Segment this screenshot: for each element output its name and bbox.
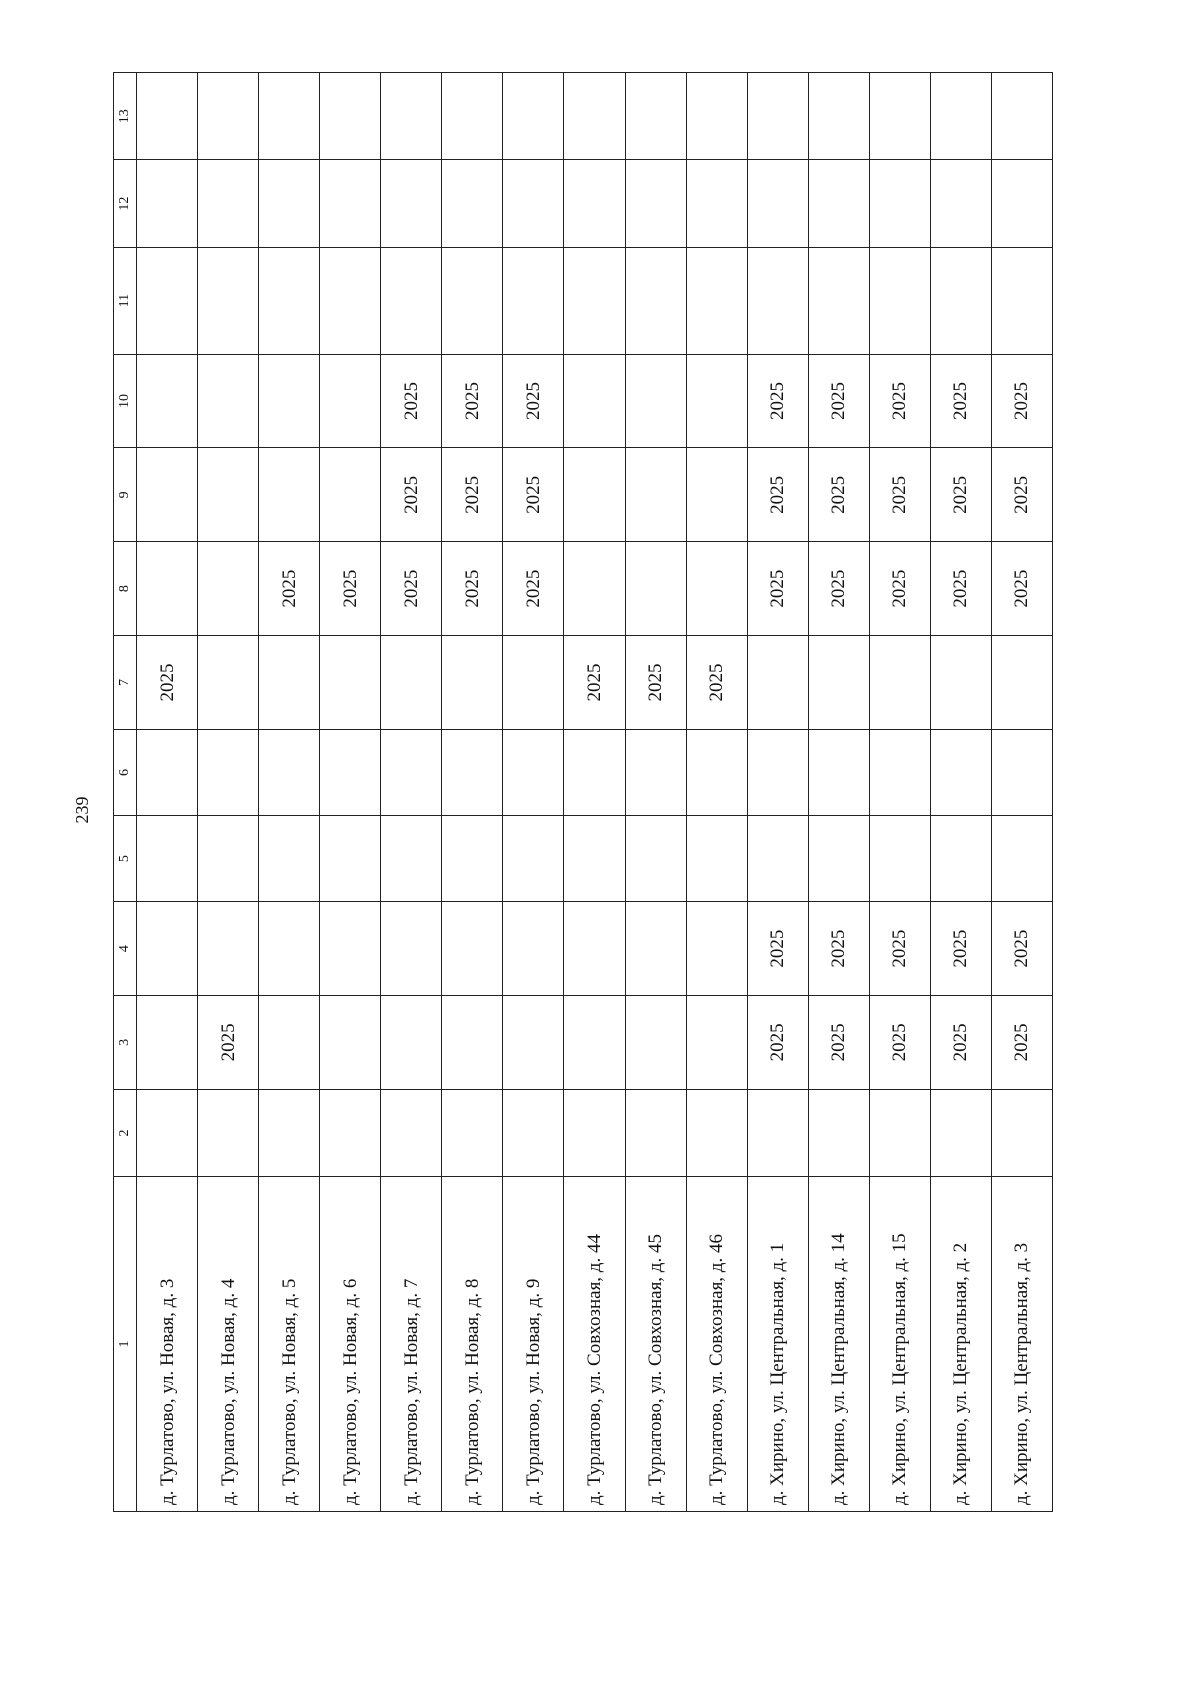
- column-header: 5: [114, 816, 137, 902]
- year-cell: [808, 73, 869, 160]
- year-cell: [198, 73, 259, 160]
- year-cell: [442, 816, 503, 902]
- year-cell: 2025: [381, 542, 442, 636]
- address-cell: д. Хирино, ул. Центральная, д. 2: [930, 1177, 991, 1512]
- year-cell: [198, 636, 259, 730]
- column-header: 10: [114, 354, 137, 448]
- year-cell: [747, 729, 808, 815]
- year-cell: [686, 354, 747, 448]
- year-cell: [625, 354, 686, 448]
- year-cell: [991, 816, 1052, 902]
- address-cell: д. Турлатово, ул. Совхозная, д. 46: [686, 1177, 747, 1512]
- year-cell: [442, 247, 503, 354]
- year-cell: [442, 73, 503, 160]
- year-cell: 2025: [259, 542, 320, 636]
- year-cell: [381, 160, 442, 247]
- column-header: 9: [114, 448, 137, 542]
- year-cell: [808, 160, 869, 247]
- year-cell: [503, 636, 564, 730]
- year-cell: 2025: [991, 542, 1052, 636]
- year-cell: [503, 160, 564, 247]
- address-cell: д. Турлатово, ул. Новая, д. 6: [320, 1177, 381, 1512]
- year-cell: [320, 448, 381, 542]
- year-cell: [198, 542, 259, 636]
- table-row: [320, 73, 381, 1512]
- year-cell: [930, 73, 991, 160]
- year-cell: 2025: [930, 354, 991, 448]
- year-cell: [198, 1089, 259, 1176]
- year-cell: [259, 729, 320, 815]
- year-cell: [137, 996, 198, 1090]
- table-row: [564, 73, 625, 1512]
- table-row: [442, 73, 503, 1512]
- year-cell: 2025: [503, 542, 564, 636]
- year-cell: 2025: [747, 542, 808, 636]
- year-cell: [747, 1089, 808, 1176]
- year-cell: [564, 1089, 625, 1176]
- year-cell: 2025: [869, 354, 930, 448]
- year-cell: 2025: [381, 354, 442, 448]
- year-cell: [625, 448, 686, 542]
- year-cell: [564, 247, 625, 354]
- year-cell: [808, 636, 869, 730]
- year-cell: [625, 160, 686, 247]
- address-cell: д. Турлатово, ул. Новая, д. 9: [503, 1177, 564, 1512]
- year-cell: 2025: [991, 354, 1052, 448]
- year-cell: 2025: [991, 996, 1052, 1090]
- table-row: [625, 73, 686, 1512]
- year-cell: [259, 247, 320, 354]
- column-header: 12: [114, 160, 137, 247]
- year-cell: [198, 160, 259, 247]
- year-cell: 2025: [808, 542, 869, 636]
- table-row: [747, 73, 808, 1512]
- year-cell: 2025: [503, 448, 564, 542]
- year-cell: [625, 247, 686, 354]
- year-cell: [320, 160, 381, 247]
- year-cell: 2025: [747, 448, 808, 542]
- table-row: [991, 73, 1052, 1512]
- year-cell: [198, 902, 259, 996]
- year-cell: [259, 448, 320, 542]
- year-cell: 2025: [869, 902, 930, 996]
- year-cell: [320, 729, 381, 815]
- year-cell: [503, 73, 564, 160]
- year-cell: [747, 636, 808, 730]
- year-cell: [137, 816, 198, 902]
- year-cell: [808, 1089, 869, 1176]
- year-cell: [564, 996, 625, 1090]
- year-cell: [991, 247, 1052, 354]
- year-cell: [259, 636, 320, 730]
- year-cell: [747, 73, 808, 160]
- year-cell: [930, 816, 991, 902]
- year-cell: [137, 448, 198, 542]
- year-cell: 2025: [869, 448, 930, 542]
- year-cell: [198, 729, 259, 815]
- column-header: 8: [114, 542, 137, 636]
- address-cell: д. Турлатово, ул. Совхозная, д. 44: [564, 1177, 625, 1512]
- year-cell: [564, 73, 625, 160]
- year-cell: [564, 354, 625, 448]
- year-cell: [381, 996, 442, 1090]
- table-row: [259, 73, 320, 1512]
- column-header: 4: [114, 902, 137, 996]
- year-cell: [747, 816, 808, 902]
- address-cell: д. Хирино, ул. Центральная, д. 1: [747, 1177, 808, 1512]
- year-cell: 2025: [930, 542, 991, 636]
- year-cell: [137, 354, 198, 448]
- address-cell: д. Хирино, ул. Центральная, д. 15: [869, 1177, 930, 1512]
- year-cell: [625, 542, 686, 636]
- year-cell: 2025: [442, 354, 503, 448]
- column-header: 1: [114, 1177, 137, 1512]
- year-cell: [930, 160, 991, 247]
- year-cell: [381, 636, 442, 730]
- year-cell: [564, 902, 625, 996]
- year-cell: [686, 1089, 747, 1176]
- year-cell: 2025: [747, 996, 808, 1090]
- year-cell: [808, 729, 869, 815]
- year-cell: [503, 816, 564, 902]
- year-cell: [564, 448, 625, 542]
- year-cell: [564, 729, 625, 815]
- year-cell: [137, 1089, 198, 1176]
- year-cell: [686, 816, 747, 902]
- year-cell: 2025: [930, 902, 991, 996]
- table-row: [503, 73, 564, 1512]
- year-cell: [137, 542, 198, 636]
- year-cell: [198, 247, 259, 354]
- year-cell: 2025: [381, 448, 442, 542]
- table-row: [930, 73, 991, 1512]
- year-cell: [259, 1089, 320, 1176]
- year-cell: 2025: [869, 542, 930, 636]
- year-cell: [259, 73, 320, 160]
- year-cell: 2025: [625, 636, 686, 730]
- year-cell: [259, 160, 320, 247]
- year-cell: 2025: [442, 542, 503, 636]
- year-cell: 2025: [137, 636, 198, 730]
- year-cell: [259, 354, 320, 448]
- year-cell: [320, 1089, 381, 1176]
- column-header: 13: [114, 73, 137, 160]
- year-cell: [137, 247, 198, 354]
- year-cell: 2025: [930, 996, 991, 1090]
- year-cell: [686, 247, 747, 354]
- year-cell: [198, 816, 259, 902]
- column-header: 7: [114, 636, 137, 730]
- address-cell: д. Турлатово, ул. Новая, д. 5: [259, 1177, 320, 1512]
- table-row: [686, 73, 747, 1512]
- column-header: 6: [114, 729, 137, 815]
- year-cell: 2025: [808, 354, 869, 448]
- year-cell: 2025: [991, 902, 1052, 996]
- year-cell: [991, 1089, 1052, 1176]
- table-row: [869, 73, 930, 1512]
- year-cell: [930, 247, 991, 354]
- year-cell: [381, 816, 442, 902]
- address-cell: д. Турлатово, ул. Новая, д. 8: [442, 1177, 503, 1512]
- year-cell: [625, 902, 686, 996]
- table-body: [137, 73, 1053, 1512]
- address-cell: д. Турлатово, ул. Новая, д. 4: [198, 1177, 259, 1512]
- year-cell: [137, 729, 198, 815]
- year-cell: 2025: [320, 542, 381, 636]
- year-cell: [625, 729, 686, 815]
- year-cell: 2025: [747, 902, 808, 996]
- year-cell: [686, 542, 747, 636]
- address-cell: д. Турлатово, ул. Новая, д. 3: [137, 1177, 198, 1512]
- year-cell: [320, 816, 381, 902]
- year-cell: [686, 902, 747, 996]
- year-cell: [137, 73, 198, 160]
- year-cell: [686, 729, 747, 815]
- year-cell: [991, 73, 1052, 160]
- year-cell: [259, 996, 320, 1090]
- year-cell: [320, 247, 381, 354]
- year-cell: [686, 448, 747, 542]
- year-cell: [320, 996, 381, 1090]
- year-cell: 2025: [991, 448, 1052, 542]
- address-cell: д. Турлатово, ул. Новая, д. 7: [381, 1177, 442, 1512]
- year-cell: [442, 1089, 503, 1176]
- year-cell: 2025: [686, 636, 747, 730]
- year-cell: [686, 73, 747, 160]
- year-cell: [381, 902, 442, 996]
- year-cell: [991, 160, 1052, 247]
- year-cell: [869, 636, 930, 730]
- year-cell: [625, 996, 686, 1090]
- year-cell: [564, 160, 625, 247]
- address-cell: д. Турлатово, ул. Совхозная, д. 45: [625, 1177, 686, 1512]
- year-cell: [259, 902, 320, 996]
- year-cell: 2025: [564, 636, 625, 730]
- year-cell: 2025: [442, 448, 503, 542]
- table-row: [198, 73, 259, 1512]
- year-cell: 2025: [808, 902, 869, 996]
- year-cell: [442, 160, 503, 247]
- year-cell: [503, 247, 564, 354]
- year-cell: [930, 636, 991, 730]
- year-cell: [991, 729, 1052, 815]
- year-cell: [381, 73, 442, 160]
- year-cell: [808, 247, 869, 354]
- year-cell: [320, 354, 381, 448]
- year-cell: [137, 160, 198, 247]
- schedule-table: [113, 72, 1053, 1512]
- year-cell: [869, 729, 930, 815]
- rotated-table-container: [113, 72, 1053, 1512]
- year-cell: [503, 729, 564, 815]
- year-cell: [808, 816, 869, 902]
- year-cell: [320, 902, 381, 996]
- year-cell: [564, 542, 625, 636]
- column-header: 2: [114, 1089, 137, 1176]
- year-cell: [686, 996, 747, 1090]
- year-cell: 2025: [747, 354, 808, 448]
- year-cell: 2025: [198, 996, 259, 1090]
- year-cell: 2025: [930, 448, 991, 542]
- year-cell: 2025: [808, 448, 869, 542]
- year-cell: [320, 73, 381, 160]
- table-row: [381, 73, 442, 1512]
- year-cell: [869, 73, 930, 160]
- year-cell: [991, 636, 1052, 730]
- column-number-row: [114, 73, 137, 1512]
- year-cell: [564, 816, 625, 902]
- year-cell: [686, 160, 747, 247]
- year-cell: [442, 636, 503, 730]
- year-cell: [198, 448, 259, 542]
- year-cell: [869, 160, 930, 247]
- column-header: 3: [114, 996, 137, 1090]
- year-cell: [930, 729, 991, 815]
- year-cell: [503, 902, 564, 996]
- table-row: [808, 73, 869, 1512]
- year-cell: [930, 1089, 991, 1176]
- year-cell: [869, 1089, 930, 1176]
- address-cell: д. Хирино, ул. Центральная, д. 3: [991, 1177, 1052, 1512]
- table-row: [137, 73, 198, 1512]
- year-cell: [869, 247, 930, 354]
- year-cell: 2025: [503, 354, 564, 448]
- year-cell: 2025: [808, 996, 869, 1090]
- year-cell: [320, 636, 381, 730]
- year-cell: [869, 816, 930, 902]
- year-cell: [442, 902, 503, 996]
- year-cell: [137, 902, 198, 996]
- year-cell: [625, 73, 686, 160]
- year-cell: [503, 996, 564, 1090]
- address-cell: д. Хирино, ул. Центральная, д. 14: [808, 1177, 869, 1512]
- year-cell: [381, 247, 442, 354]
- year-cell: [625, 816, 686, 902]
- year-cell: [381, 729, 442, 815]
- year-cell: [259, 816, 320, 902]
- year-cell: [625, 1089, 686, 1176]
- page-number: 239: [72, 796, 92, 824]
- year-cell: [198, 354, 259, 448]
- year-cell: 2025: [869, 996, 930, 1090]
- year-cell: [442, 996, 503, 1090]
- year-cell: [503, 1089, 564, 1176]
- year-cell: [381, 1089, 442, 1176]
- column-header: 11: [114, 247, 137, 354]
- year-cell: [747, 160, 808, 247]
- year-cell: [747, 247, 808, 354]
- year-cell: [442, 729, 503, 815]
